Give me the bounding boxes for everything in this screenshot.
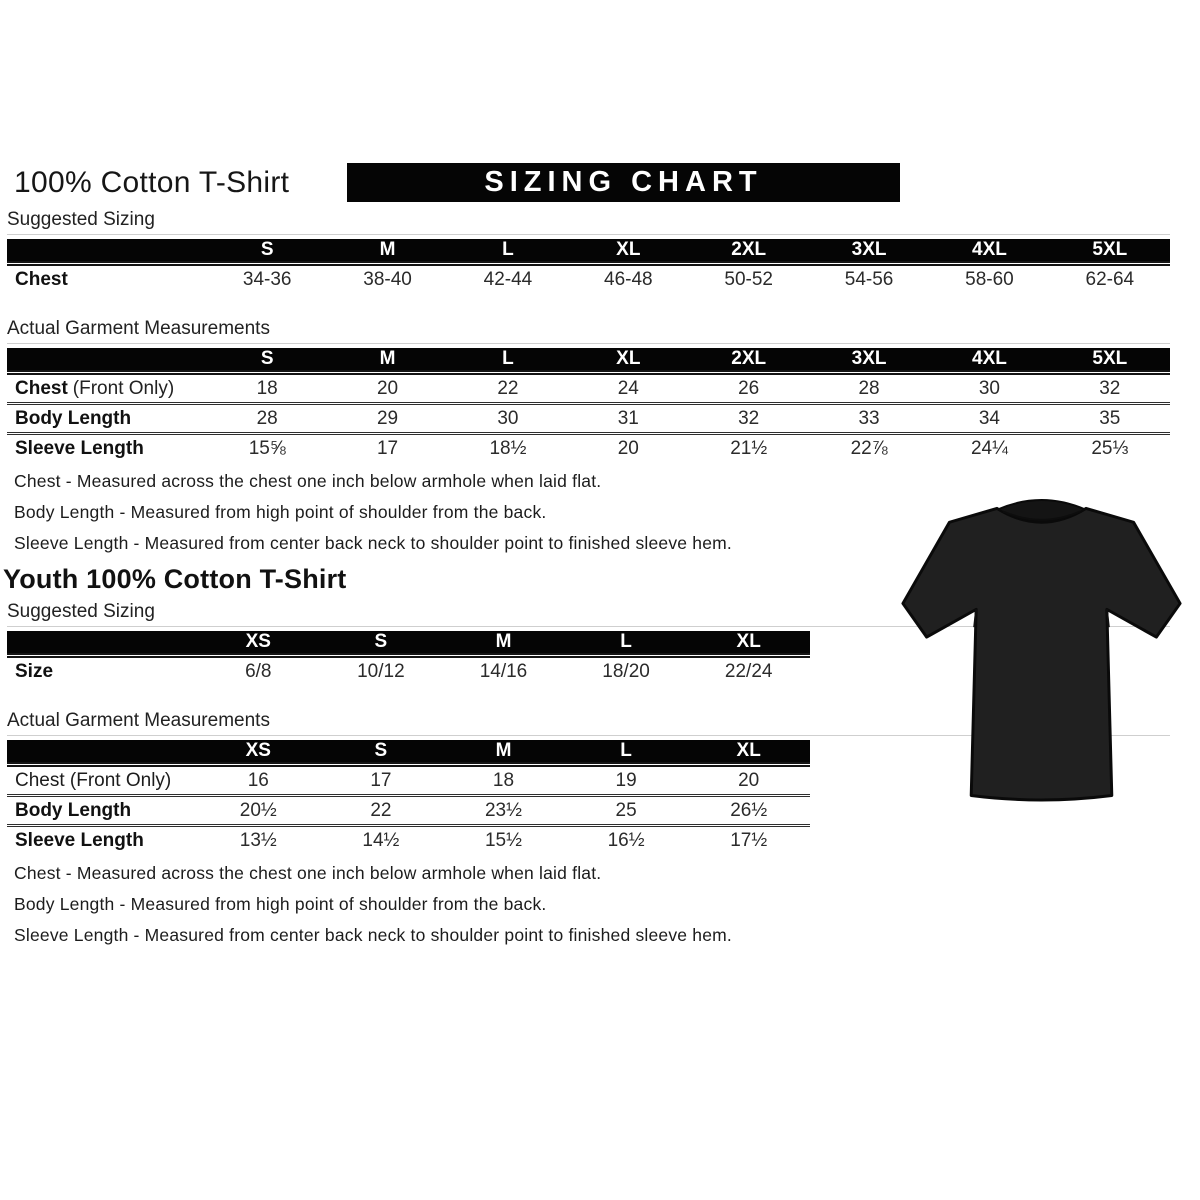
header-cell-size: 5XL xyxy=(1050,348,1170,373)
table-row-chest xyxy=(7,765,810,796)
cell: 19 xyxy=(565,765,688,796)
cell: 62-64 xyxy=(1085,268,1135,290)
sizing-chart-banner-text: SIZING CHART xyxy=(484,166,763,198)
cell: 25⅓ xyxy=(1091,437,1129,459)
cell: 24 xyxy=(568,373,688,404)
header-cell-size: S xyxy=(207,239,327,264)
cell: 31 xyxy=(568,404,688,434)
header-cell-size: 3XL xyxy=(809,239,929,264)
row-label: Chest (Front Only) xyxy=(7,373,207,404)
cell: 20 xyxy=(687,765,810,796)
cell: 17 xyxy=(320,765,443,796)
adult-measurements-table xyxy=(7,348,1170,462)
header-cell-size: L xyxy=(565,631,688,656)
header-cell-size: S xyxy=(207,348,327,373)
cell: 46-48 xyxy=(604,268,653,290)
cell: 18 xyxy=(442,765,565,796)
cell: 26½ xyxy=(687,796,810,826)
header-cell-blank xyxy=(7,239,207,264)
row-label: Body Length xyxy=(7,796,197,826)
black-tshirt-icon xyxy=(893,476,1190,818)
row-label: Chest xyxy=(15,268,68,290)
table-row-chest xyxy=(7,373,1170,404)
header-cell-size: L xyxy=(448,348,568,373)
cell: 26 xyxy=(689,373,809,404)
cell: 6/8 xyxy=(245,660,272,682)
header-cell-size: L xyxy=(448,239,568,264)
header-cell-size: 4XL xyxy=(929,239,1049,264)
cell: 42-44 xyxy=(483,268,533,290)
row-label: Sleeve Length xyxy=(15,437,144,459)
header-cell-size: 3XL xyxy=(809,348,929,373)
cell: 22 xyxy=(448,373,568,404)
cell: 15⅝ xyxy=(248,437,286,459)
cell: 14/16 xyxy=(479,660,528,682)
cell: 58-60 xyxy=(965,268,1014,290)
note-sleeve-length: Sleeve Length - Measured from center back neck to shoulder point to finished sleeve hem. xyxy=(14,925,732,945)
cell: 18½ xyxy=(489,437,527,459)
note-chest: Chest - Measured across the chest one inch below armhole when laid flat. xyxy=(14,863,602,883)
cell: 24¼ xyxy=(970,437,1008,459)
row-label: Chest (Front Only) xyxy=(7,765,197,796)
header-cell-blank xyxy=(7,740,197,765)
cell: 50-52 xyxy=(724,268,773,290)
header-cell-size: 2XL xyxy=(689,348,809,373)
cell: 20 xyxy=(327,373,447,404)
cell: 15½ xyxy=(484,829,522,851)
cell: 16 xyxy=(197,765,320,796)
cell: 38-40 xyxy=(363,268,412,290)
cell: 14½ xyxy=(362,829,400,851)
note-chest: Chest - Measured across the chest one inch below armhole when laid flat. xyxy=(14,471,602,491)
header-cell-size: M xyxy=(327,348,447,373)
adult-measurements-label: Actual Garment Measurements xyxy=(7,318,1170,344)
header-cell-size: XL xyxy=(568,239,688,264)
cell: 30 xyxy=(448,404,568,434)
cell: 28 xyxy=(809,373,929,404)
cell: 35 xyxy=(1050,404,1170,434)
adult-measurements-header-row xyxy=(7,348,1170,373)
cell: 32 xyxy=(1050,373,1170,404)
cell: 17½ xyxy=(730,829,768,851)
page-title: 100% Cotton T-Shirt xyxy=(14,166,290,199)
adult-suggested-header-row xyxy=(7,239,1170,264)
header-cell-size: M xyxy=(327,239,447,264)
cell: 13½ xyxy=(239,829,277,851)
header-cell-size: L xyxy=(565,740,688,765)
header-cell-size: XS xyxy=(197,740,320,765)
header-cell-size: S xyxy=(320,631,443,656)
cell: 34 xyxy=(929,404,1049,434)
cell: 32 xyxy=(689,404,809,434)
table-row-size xyxy=(7,656,810,686)
youth-suggested-table xyxy=(7,631,810,685)
table-row-chest xyxy=(7,264,1170,294)
header-cell-size: XL xyxy=(687,631,810,656)
row-label: Sleeve Length xyxy=(15,829,144,851)
cell: 30 xyxy=(929,373,1049,404)
tshirt-image xyxy=(893,476,1190,818)
cell: 18/20 xyxy=(602,660,650,682)
cell: 54-56 xyxy=(844,268,894,290)
note-sleeve-length: Sleeve Length - Measured from center back neck to shoulder point to finished sleeve hem. xyxy=(14,533,732,553)
header-cell-size: S xyxy=(320,740,443,765)
cell: 22⅞ xyxy=(850,437,888,459)
youth-measurements-header-row xyxy=(7,740,810,765)
youth-suggested-label: Suggested Sizing xyxy=(7,601,1170,627)
cell: 29 xyxy=(327,404,447,434)
cell: 20½ xyxy=(197,796,320,826)
row-label: Size xyxy=(15,660,54,682)
cell: 18 xyxy=(207,373,327,404)
youth-measurements-label: Actual Garment Measurements xyxy=(7,710,1170,736)
youth-measurements-table xyxy=(7,740,810,854)
row-label: Body Length xyxy=(7,404,207,434)
header-cell-size: XL xyxy=(568,348,688,373)
cell: 22 xyxy=(320,796,443,826)
header-cell-size: 5XL xyxy=(1050,239,1170,264)
header-cell-size: XS xyxy=(197,631,320,656)
cell: 34-36 xyxy=(242,268,292,290)
header-cell-size: M xyxy=(442,740,565,765)
cell: 23½ xyxy=(442,796,565,826)
cell: 16½ xyxy=(607,829,645,851)
header-cell-size: 2XL xyxy=(689,239,809,264)
cell: 33 xyxy=(809,404,929,434)
table-row-sleeve-length xyxy=(7,434,1170,463)
table-row-sleeve-length xyxy=(7,826,810,855)
header-cell-size: XL xyxy=(687,740,810,765)
table-row-body-length xyxy=(7,404,1170,434)
cell: 21½ xyxy=(730,437,768,459)
adult-suggested-table xyxy=(7,239,1170,293)
table-row-body-length xyxy=(7,796,810,826)
adult-suggested-label: Suggested Sizing xyxy=(7,209,1170,235)
note-body-length: Body Length - Measured from high point of shoulder from the back. xyxy=(14,894,547,914)
cell: 20 xyxy=(617,437,639,459)
header-cell-blank xyxy=(7,631,197,656)
youth-suggested-header-row xyxy=(7,631,810,656)
header-cell-size: M xyxy=(442,631,565,656)
header-cell-blank xyxy=(7,348,207,373)
youth-measurement-notes xyxy=(7,863,1170,946)
cell: 28 xyxy=(207,404,327,434)
cell: 17 xyxy=(376,437,399,459)
cell: 22/24 xyxy=(724,660,773,682)
header xyxy=(7,163,1170,203)
header-cell-size: 4XL xyxy=(929,348,1049,373)
cell: 25 xyxy=(565,796,688,826)
note-body-length: Body Length - Measured from high point of shoulder from the back. xyxy=(14,502,547,522)
cell: 10/12 xyxy=(357,660,405,682)
youth-section-title: Youth 100% Cotton T-Shirt xyxy=(3,564,347,594)
sizing-chart-banner xyxy=(347,163,900,202)
